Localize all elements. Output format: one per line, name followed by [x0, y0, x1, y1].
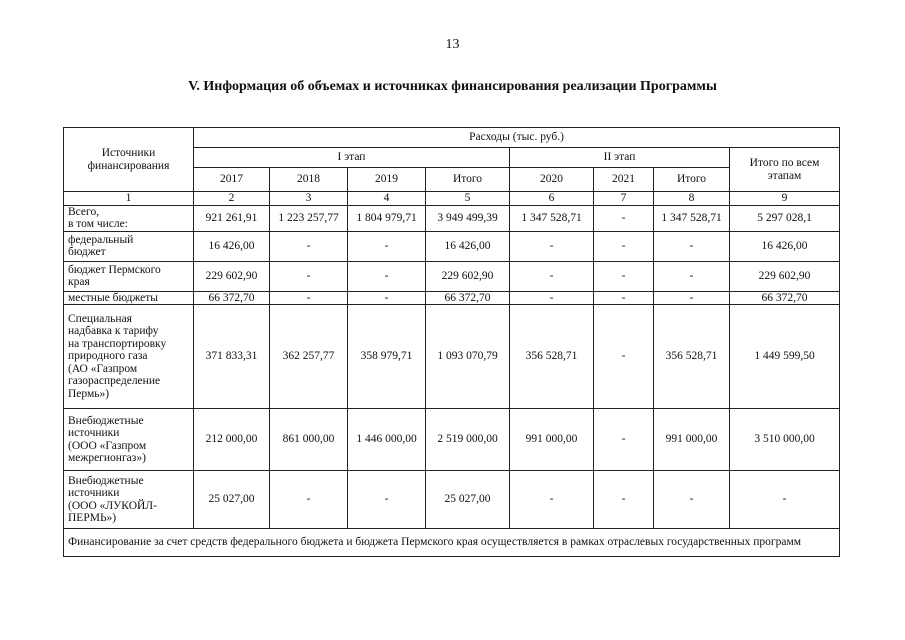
table-row	[64, 205, 840, 231]
value-cell: 5 297 028,1	[730, 205, 840, 231]
source-cell: Всего, в том числе:	[64, 205, 194, 231]
value-cell: 356 528,71	[654, 305, 730, 409]
table-row	[64, 231, 840, 261]
value-cell: 1 347 528,71	[510, 205, 594, 231]
value-cell: 66 372,70	[194, 291, 270, 305]
value-cell: -	[594, 231, 654, 261]
value-cell: -	[348, 291, 426, 305]
section-heading: V. Информация об объемах и источниках финансирования реализации Программы	[188, 79, 717, 94]
stage2-header: II этап	[510, 148, 730, 168]
source-cell: бюджет Пермского края	[64, 261, 194, 291]
value-cell: -	[348, 471, 426, 529]
value-cell: -	[654, 291, 730, 305]
value-cell: 1 446 000,00	[348, 409, 426, 471]
year-header: 2018	[270, 168, 348, 192]
financing-table	[63, 127, 840, 557]
source-cell: местные бюджеты	[64, 291, 194, 305]
value-cell: -	[594, 305, 654, 409]
value-cell: -	[270, 261, 348, 291]
value-cell: 356 528,71	[510, 305, 594, 409]
value-cell: -	[730, 471, 840, 529]
table-row	[64, 291, 840, 305]
value-cell: 66 372,70	[426, 291, 510, 305]
footnote: Финансирование за счет средств федерального бюджета и бюджета Пермского края осуществляется в рамках отраслевых государственных программ	[64, 529, 840, 557]
value-cell: 362 257,77	[270, 305, 348, 409]
value-cell: -	[654, 231, 730, 261]
value-cell: 229 602,90	[426, 261, 510, 291]
value-cell: 371 833,31	[194, 305, 270, 409]
value-cell: 1 449 599,50	[730, 305, 840, 409]
page-number: 13	[445, 37, 460, 52]
source-cell: федеральный бюджет	[64, 231, 194, 261]
value-cell: 991 000,00	[510, 409, 594, 471]
value-cell: -	[594, 409, 654, 471]
table-row	[64, 409, 840, 471]
value-cell: 229 602,90	[194, 261, 270, 291]
table-row	[64, 471, 840, 529]
value-cell: -	[510, 261, 594, 291]
value-cell: 358 979,71	[348, 305, 426, 409]
value-cell: -	[510, 291, 594, 305]
total-all-stages-header: Итого по всем этапам	[730, 148, 840, 192]
value-cell: 16 426,00	[730, 231, 840, 261]
source-header: Источники финансирования	[64, 128, 194, 192]
source-cell: Внебюджетные источники (ООО «Газпром межрегионгаз»)	[64, 409, 194, 471]
value-cell: 991 000,00	[654, 409, 730, 471]
value-cell: -	[510, 471, 594, 529]
column-number: 1	[64, 192, 194, 206]
value-cell: 25 027,00	[426, 471, 510, 529]
value-cell: -	[594, 291, 654, 305]
value-cell: 921 261,91	[194, 205, 270, 231]
value-cell: 25 027,00	[194, 471, 270, 529]
source-cell: Специальная надбавка к тарифу на транспортировку природного газа (АО «Газпром газораспределение Пермь»)	[64, 305, 194, 409]
column-number: 9	[730, 192, 840, 206]
value-cell: -	[270, 231, 348, 261]
value-cell: 229 602,90	[730, 261, 840, 291]
numbering-row	[64, 192, 840, 206]
value-cell: -	[654, 471, 730, 529]
year-header: 2017	[194, 168, 270, 192]
value-cell: 212 000,00	[194, 409, 270, 471]
source-cell: Внебюджетные источники (ООО «ЛУКОЙЛ- ПЕРМЬ»)	[64, 471, 194, 529]
value-cell: -	[510, 231, 594, 261]
stage1-total-header: Итого	[426, 168, 510, 192]
value-cell: 1 093 070,79	[426, 305, 510, 409]
value-cell: 3 949 499,39	[426, 205, 510, 231]
column-number: 3	[270, 192, 348, 206]
value-cell: -	[594, 471, 654, 529]
value-cell: 861 000,00	[270, 409, 348, 471]
column-number: 7	[594, 192, 654, 206]
value-cell: -	[348, 261, 426, 291]
stage1-header: I этап	[194, 148, 510, 168]
column-number: 2	[194, 192, 270, 206]
value-cell: 1 347 528,71	[654, 205, 730, 231]
value-cell: -	[654, 261, 730, 291]
table-row	[64, 261, 840, 291]
column-number: 4	[348, 192, 426, 206]
value-cell: 2 519 000,00	[426, 409, 510, 471]
value-cell: 1 804 979,71	[348, 205, 426, 231]
value-cell: 1 223 257,77	[270, 205, 348, 231]
value-cell: -	[348, 231, 426, 261]
value-cell: 16 426,00	[426, 231, 510, 261]
year-header: 2021	[594, 168, 654, 192]
value-cell: -	[270, 471, 348, 529]
expenses-header: Расходы (тыс. руб.)	[194, 128, 840, 148]
value-cell: 66 372,70	[730, 291, 840, 305]
column-number: 8	[654, 192, 730, 206]
table-row	[64, 305, 840, 409]
value-cell: 3 510 000,00	[730, 409, 840, 471]
value-cell: -	[594, 261, 654, 291]
column-number: 6	[510, 192, 594, 206]
year-header: 2020	[510, 168, 594, 192]
value-cell: -	[270, 291, 348, 305]
year-header: 2019	[348, 168, 426, 192]
value-cell: 16 426,00	[194, 231, 270, 261]
stage2-total-header: Итого	[654, 168, 730, 192]
value-cell: -	[594, 205, 654, 231]
column-number: 5	[426, 192, 510, 206]
